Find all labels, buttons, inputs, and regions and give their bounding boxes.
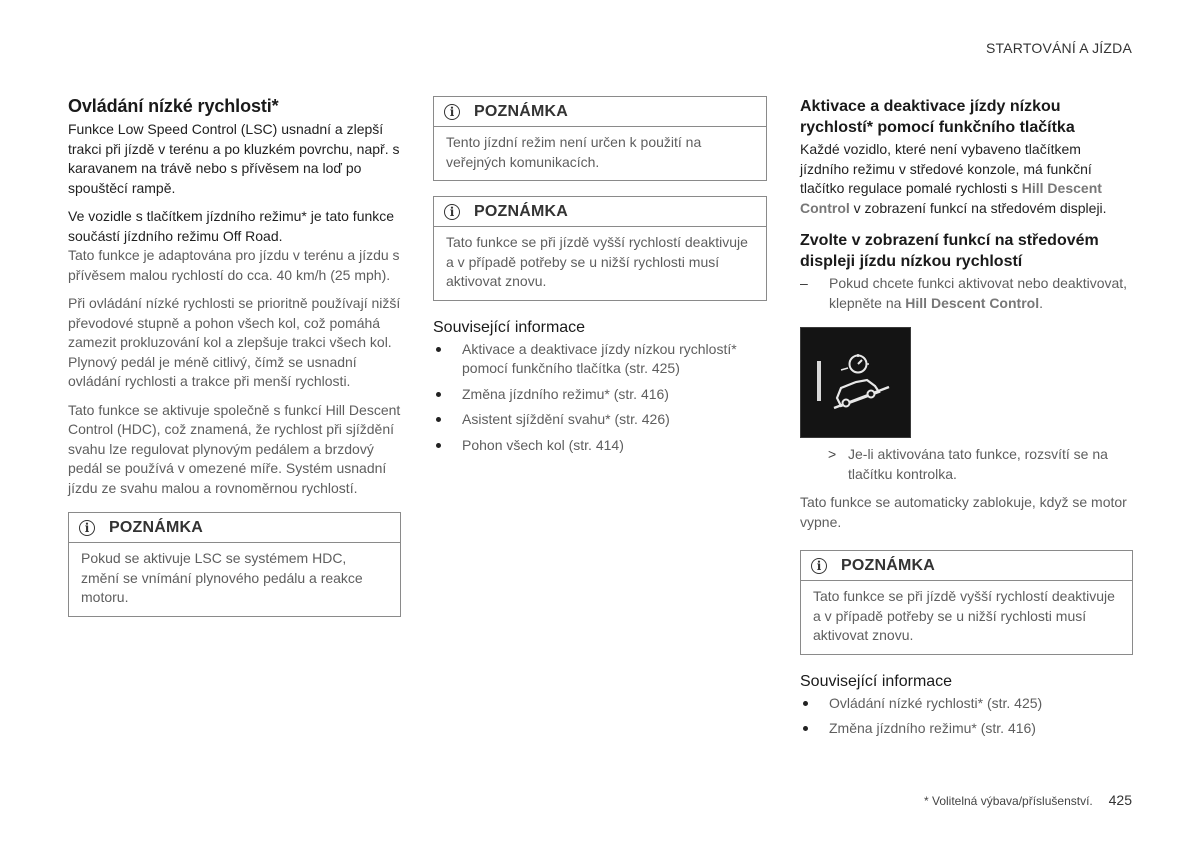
- note-title: POZNÁMKA: [109, 518, 204, 536]
- paragraph: Funkce Low Speed Control (LSC) usnadní a zlepší trakci při jízdě v terénu a po kluzkém povrchu, např. s karavanem na trávě nebo s přívěsem na loď po spouštěcí rampě.: [68, 121, 400, 196]
- related-info-title: Související informace: [800, 672, 953, 690]
- section-header: STARTOVÁNÍ A JÍZDA: [986, 40, 1132, 56]
- info-icon: i: [79, 520, 95, 536]
- hill-descent-icon: [801, 328, 910, 437]
- page-footer: [924, 792, 1132, 808]
- paragraph: Tato funkce se automaticky zablokuje, když se motor vypne.: [800, 494, 1127, 530]
- note-header: [801, 551, 1132, 581]
- column-middle: [433, 96, 767, 461]
- text-run: Pokud chcete funkci aktivovat nebo deaktivovat, klepněte na: [829, 275, 1128, 311]
- text-run: .: [1039, 294, 1043, 311]
- paragraph: Ve vozidle s tlačítkem jízdního režimu* je tato funkce součástí jízdního režimu Off Road.: [68, 208, 395, 244]
- note-title: POZNÁMKA: [474, 102, 569, 120]
- note-box: [433, 196, 767, 301]
- paragraph: Při ovládání nízké rychlosti se prioritně používají nižší převodové stupně a pohon všech kol, což pomáhá zamezit prokluzování kol a zlepšuje trakci všech kol. Plynový pedál je méně citlivý, čímž se usnadní ovládání rychlosti a trakce při menší rychlosti.: [68, 295, 401, 389]
- hill-descent-label: Hill Descent Control: [800, 180, 1102, 216]
- note-title: POZNÁMKA: [841, 556, 936, 574]
- related-link[interactable]: Pohon všech kol (str. 414): [433, 436, 767, 456]
- related-links: [433, 340, 767, 456]
- footnote: * Volitelná výbava/příslušenství.: [923, 794, 1093, 808]
- column-right: [800, 96, 1133, 745]
- paragraph: [800, 140, 1133, 218]
- related-info-title: Související informace: [433, 318, 586, 336]
- text-run: Každé vozidlo, které není vybaveno tlačítkem jízdního režimu v středové konzole, má funkční tlačítko regulace pomalé rychlosti s: [800, 141, 1092, 196]
- text-run: v zobrazení funkcí na středovém displeji.: [849, 199, 1107, 216]
- related-link[interactable]: Změna jízdního režimu* (str. 416): [433, 385, 767, 405]
- section-title: Ovládání nízké rychlosti*: [68, 96, 279, 116]
- note-text: Pokud se aktivuje LSC se systémem HDC, změní se vnímání plynového pedálu a reakce motoru.: [81, 550, 363, 605]
- step-item: [800, 274, 1133, 313]
- result-text: Je-li aktivována tato funkce, rozsvítí se na tlačítku kontrolka.: [848, 446, 1108, 482]
- paragraph: Tato funkce je adaptována pro jízdu v terénu a jízdu s přívěsem malou rychlostí do cca. 40 km/h (25 mph).: [68, 247, 400, 283]
- paragraph: Tato funkce se aktivuje společně s funkcí Hill Descent Control (HDC), což znamená, že rychlost při sjíždění svahu lze regulovat plynovým pedálem a brzdový pedál se používá v omezené míře. Systém usnadní jízdu ze svahu malou a rovnoměrnou rychlostí.: [68, 401, 401, 496]
- related-link[interactable]: Ovládání nízké rychlosti* (str. 425): [800, 694, 1133, 714]
- note-title: POZNÁMKA: [474, 202, 569, 220]
- note-box: [800, 550, 1133, 655]
- hill-descent-label: Hill Descent Control: [905, 294, 1040, 311]
- info-icon: i: [811, 558, 827, 574]
- info-icon: i: [444, 204, 460, 220]
- note-box: [68, 512, 401, 617]
- related-link[interactable]: Asistent sjíždění svahu* (str. 426): [433, 410, 767, 430]
- result-arrow: >: [828, 446, 837, 462]
- column-left: [68, 96, 401, 617]
- related-link[interactable]: Aktivace a deaktivace jízdy nízkou rychlostí* pomocí funkčního tlačítka (str. 425): [433, 340, 767, 379]
- result-item: [800, 445, 1133, 484]
- page-number: 425: [1108, 792, 1132, 808]
- section-title: Aktivace a deaktivace jízdy nízkou rychlostí* pomocí funkčního tlačítka: [800, 98, 1075, 136]
- related-links: [800, 694, 1133, 739]
- note-text: Tato funkce se při jízdě vyšší rychlostí deaktivuje a v případě potřeby se u nižší rychlosti musí aktivovat znovu.: [446, 234, 748, 289]
- note-box: [433, 96, 767, 181]
- step-dash: –: [800, 275, 808, 291]
- note-text: Tato funkce se při jízdě vyšší rychlostí deaktivuje a v případě potřeby se u nižší rychlosti musí aktivovat znovu.: [813, 588, 1115, 643]
- hill-descent-button-image: [800, 327, 911, 438]
- info-icon: i: [444, 104, 460, 120]
- note-header: [69, 513, 400, 543]
- related-link[interactable]: Změna jízdního režimu* (str. 416): [800, 719, 1133, 739]
- note-header: [434, 97, 766, 127]
- note-header: [434, 197, 766, 227]
- note-text: Tento jízdní režim není určen k použití na veřejných komunikacích.: [446, 134, 702, 170]
- subsection-title: Zvolte v zobrazení funkcí na středovém displeji jízdu nízkou rychlostí: [800, 232, 1099, 270]
